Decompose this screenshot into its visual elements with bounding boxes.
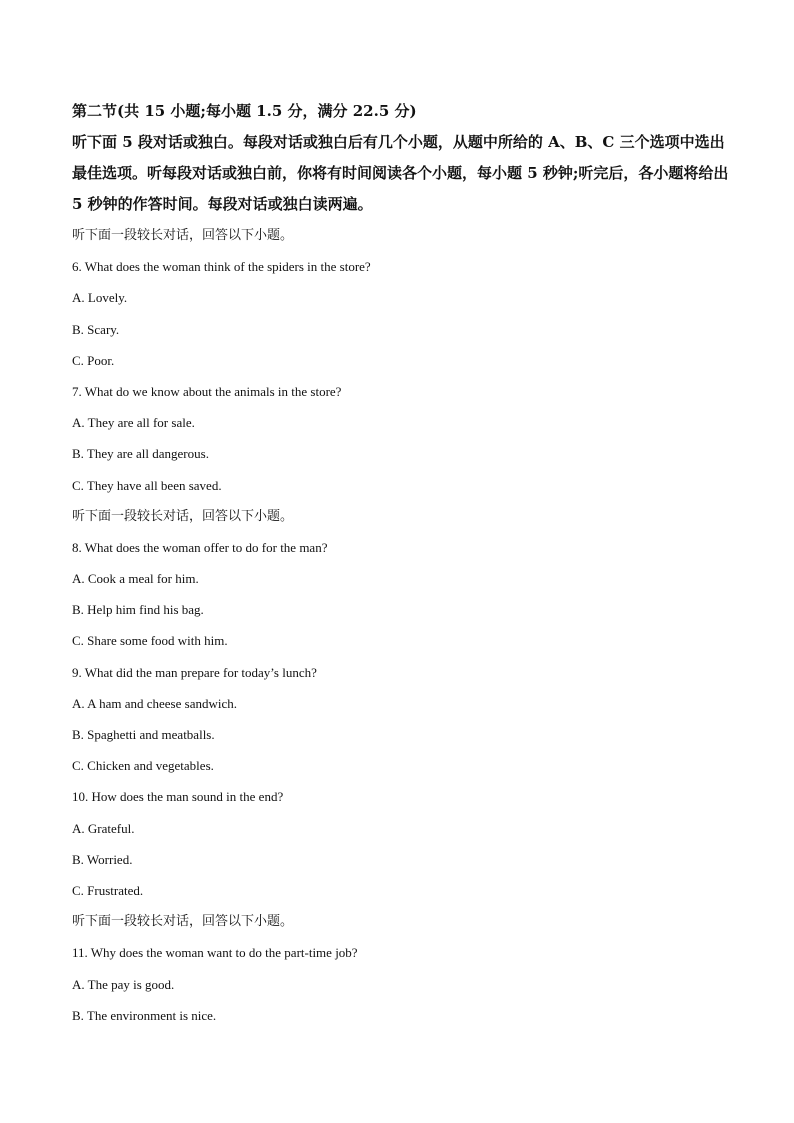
answer-option: A. They are all for sale. (72, 415, 195, 431)
question-text: 11. Why does the woman want to do the part-time job? (72, 945, 358, 961)
document-page (72, 96, 732, 1031)
listening-prompt: 听下面一段较长对话，回答以下小题。 (72, 228, 294, 243)
answer-option: C. Chicken and vegetables. (72, 758, 214, 774)
listening-prompt: 听下面一段较长对话，回答以下小题。 (72, 914, 294, 930)
question-text: 8. What does the woman offer to do for the man? (72, 539, 328, 555)
question-text: 9. What did the man prepare for today’s lunch? (72, 664, 317, 680)
answer-option: B. They are all dangerous. (72, 446, 209, 462)
answer-option: A. Cook a meal for him. (72, 571, 199, 587)
answer-option: B. Scary. (72, 321, 120, 337)
answer-option: B. The environment is nice. (72, 1007, 217, 1023)
answer-option: C. Share some food with him. (72, 633, 228, 649)
section-heading: 第二节(共 15 小题;每小题 1.5 分，满分 22.5 分) (72, 102, 417, 120)
answer-option: C. Frustrated. (72, 882, 144, 898)
answer-option: B. Worried. (72, 851, 133, 867)
listening-prompt: 听下面一段较长对话，回答以下小题。 (72, 508, 294, 524)
answer-option: C. Poor. (72, 352, 115, 368)
answer-option: A. Lovely. (72, 290, 128, 306)
answer-option: A. A ham and cheese sandwich. (72, 695, 237, 711)
answer-option: C. They have all been saved. (72, 477, 222, 493)
question-text: 7. What do we know about the animals in the store? (72, 383, 342, 399)
answer-option: B. Spaghetti and meatballs. (72, 727, 215, 742)
answer-option: A. The pay is good. (72, 976, 175, 992)
question-text: 10. How does the man sound in the end? (72, 789, 284, 805)
question-text: 6. What does the woman think of the spiders in the store? (72, 259, 371, 275)
question-list (72, 220, 732, 1031)
answer-option: A. Grateful. (72, 820, 135, 836)
answer-option: B. Help him find his bag. (72, 602, 204, 618)
section-instructions: 听下面 5 段对话或独白。每段对话或独白后有几个小题，从题中所给的 A、B、C 三个选项中选出最佳选项。听每段对话或独白前，你将有时间阅读各个小题，每小题 5 秒钟;听完后，各小题将给出 5 秒钟的作答时间。每段对话或独白读两遍。 (72, 133, 729, 213)
